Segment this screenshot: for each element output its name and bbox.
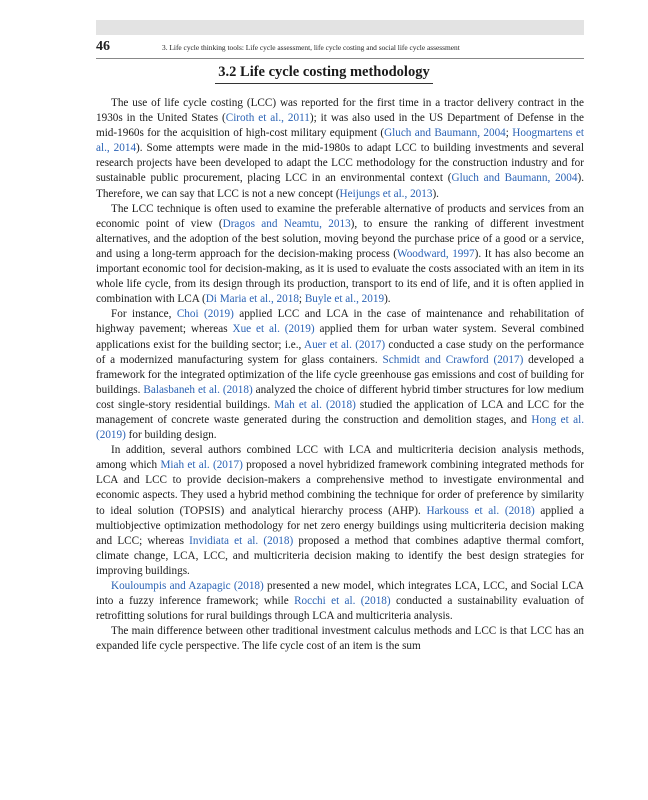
- paragraph-1: [96, 96, 584, 202]
- text-run: ).: [384, 293, 391, 306]
- citation-link[interactable]: Miah et al. (2017): [160, 459, 243, 472]
- text-run: ). It has also become an important economic tool for decision-making, as it is used to evaluate the costs associated with an item in its whole life cycle, from its design through its production, transport to its end of life, and it is often applied in combination with LCA (: [96, 247, 585, 306]
- paragraph-2: [96, 202, 584, 308]
- paragraph-6: [96, 624, 584, 654]
- citation-link[interactable]: Woodward, 1997: [397, 247, 475, 260]
- citation-link[interactable]: Heijungs et al., 2013: [339, 187, 433, 200]
- text-run: applied them for urban water system. Several combined applications exist for the building sector; i.e.,: [96, 323, 584, 351]
- text-run: For instance,: [111, 308, 177, 321]
- text-run: The LCC technique is often used to examine the preferable alternative of products and services from an economic point of view (: [96, 202, 584, 230]
- page-number: 46: [96, 39, 110, 54]
- text-run: ;: [298, 293, 305, 306]
- citation-link[interactable]: Buyle et al., 2019: [304, 293, 385, 306]
- text-run: ), to ensure the ranking of different investment alternatives, and the adoption of the best solution, moving beyond the purchase price of a good or a service, and using a long-term approach for the decision-making process (: [96, 217, 584, 260]
- citation-link[interactable]: Kouloumpis and Azapagic (2018): [111, 580, 264, 592]
- text-run: conducted a case study on the performance of a modernized manufacturing system for glass containers.: [96, 338, 585, 366]
- citation-link[interactable]: Auer et al. (2017): [304, 338, 386, 351]
- running-title: 3. Life cycle thinking tools: Life cycle assessment, life cycle costing and social life cycle assessment: [162, 43, 460, 52]
- running-head: [96, 40, 584, 59]
- citation-link[interactable]: Dragos and Neamtu, 2013: [222, 217, 351, 230]
- paragraph-3: [96, 307, 584, 443]
- text-run: presented a new model, which integrates LCA, LCC, and Social LCA into a fuzzy inference framework; while: [96, 580, 584, 608]
- text-run: In addition, several authors combined LCC with LCA and multicriteria decision analysis methods, among which: [96, 444, 584, 472]
- citation-link[interactable]: Gluch and Baumann, 2004: [384, 127, 506, 140]
- citation-link[interactable]: Hoogmartens et al., 2014: [96, 127, 584, 155]
- text-run: applied LCC and LCA in the case of maintenance and rehabilitation of highway pavement; whereas: [96, 308, 584, 336]
- text-run: applied a multiobjective optimization methodology for net zero energy buildings using multicriteria decision making and LCC; whereas: [96, 504, 585, 547]
- paragraph-5: [96, 579, 584, 624]
- paragraph-4: [96, 443, 584, 579]
- text-run: ). Some attempts were made in the mid-1980s to adapt LCC to building investments and several research projects have been developed to adapt the LCC methodology for the construction industry and for sustainable public procurement, placing LCC in an environmental context (: [96, 142, 585, 185]
- text-run: proposed a novel hybridized framework combining integrated methods for LCA and LCC to provide decision-makers a comprehensive method to investigate environmental and economic aspects. They used a hybrid method combining the technique for order of preference by similarity to ideal solution (TOPSIS) and analytical hierarchy process (AHP).: [96, 459, 584, 517]
- citation-link[interactable]: Gluch and Baumann, 2004: [451, 172, 578, 185]
- text-run: proposed a method that combines adaptive thermal comfort, climate change, LCA, LCC, and multicriteria decision making to identify the best design strategies for improving buildings.: [96, 534, 584, 577]
- section-title-text: 3.2 Life cycle costing methodology: [215, 64, 432, 84]
- body-text: [96, 96, 584, 654]
- citation-link[interactable]: Balasbaneh et al. (2018): [143, 383, 253, 396]
- citation-link[interactable]: Xue et al. (2019): [232, 323, 315, 336]
- citation-link[interactable]: Hong et al. (2019): [96, 413, 584, 442]
- citation-link[interactable]: Schmidt and Crawford (2017): [382, 353, 524, 366]
- citation-link[interactable]: Ciroth et al., 2011: [225, 112, 310, 125]
- text-run: ).: [432, 187, 439, 200]
- text-run: developed a framework for the integrated optimization of the life cycle greenhouse gas emissions and cost of building for buildings.: [96, 353, 584, 396]
- text-run: analyzed the choice of different hybrid timber structures for low medium cost single-story residential buildings.: [96, 383, 585, 411]
- text-run: ;: [505, 127, 513, 140]
- text-run: for building design.: [125, 429, 217, 442]
- citation-link[interactable]: Harkouss et al. (2018): [426, 504, 535, 517]
- text-run: studied the application of LCA and LCC for the management of concrete waste generated during the construction and demolition stages, and: [96, 398, 584, 426]
- citation-link[interactable]: Di Maria et al., 2018: [205, 293, 299, 306]
- text-run: ). Therefore, we can say that LCC is not a new concept (: [96, 172, 584, 200]
- text-run: conducted a sustainability evaluation of retrofitting solutions for rural buildings through LCA and multicriteria analysis.: [96, 595, 584, 623]
- citation-link[interactable]: Choi (2019): [176, 308, 234, 321]
- text-run: The main difference between other traditional investment calculus methods and LCC is that LCC has an expanded life cycle perspective. The life cycle cost of an item is the sum: [96, 625, 584, 653]
- section-title: [0, 64, 648, 84]
- citation-link[interactable]: Mah et al. (2018): [274, 398, 356, 411]
- text-run: The use of life cycle costing (LCC) was reported for the first time in a tractor delivery contract in the 1930s in the United States (: [96, 97, 584, 125]
- citation-link[interactable]: Rocchi et al. (2018): [294, 595, 391, 608]
- top-bar: [96, 20, 584, 35]
- citation-link[interactable]: Invidiata et al. (2018): [189, 534, 294, 547]
- text-run: ); it was also used in the US Department of Defense in the mid-1960s for the acquisition of high-cost military equipment (: [96, 112, 585, 140]
